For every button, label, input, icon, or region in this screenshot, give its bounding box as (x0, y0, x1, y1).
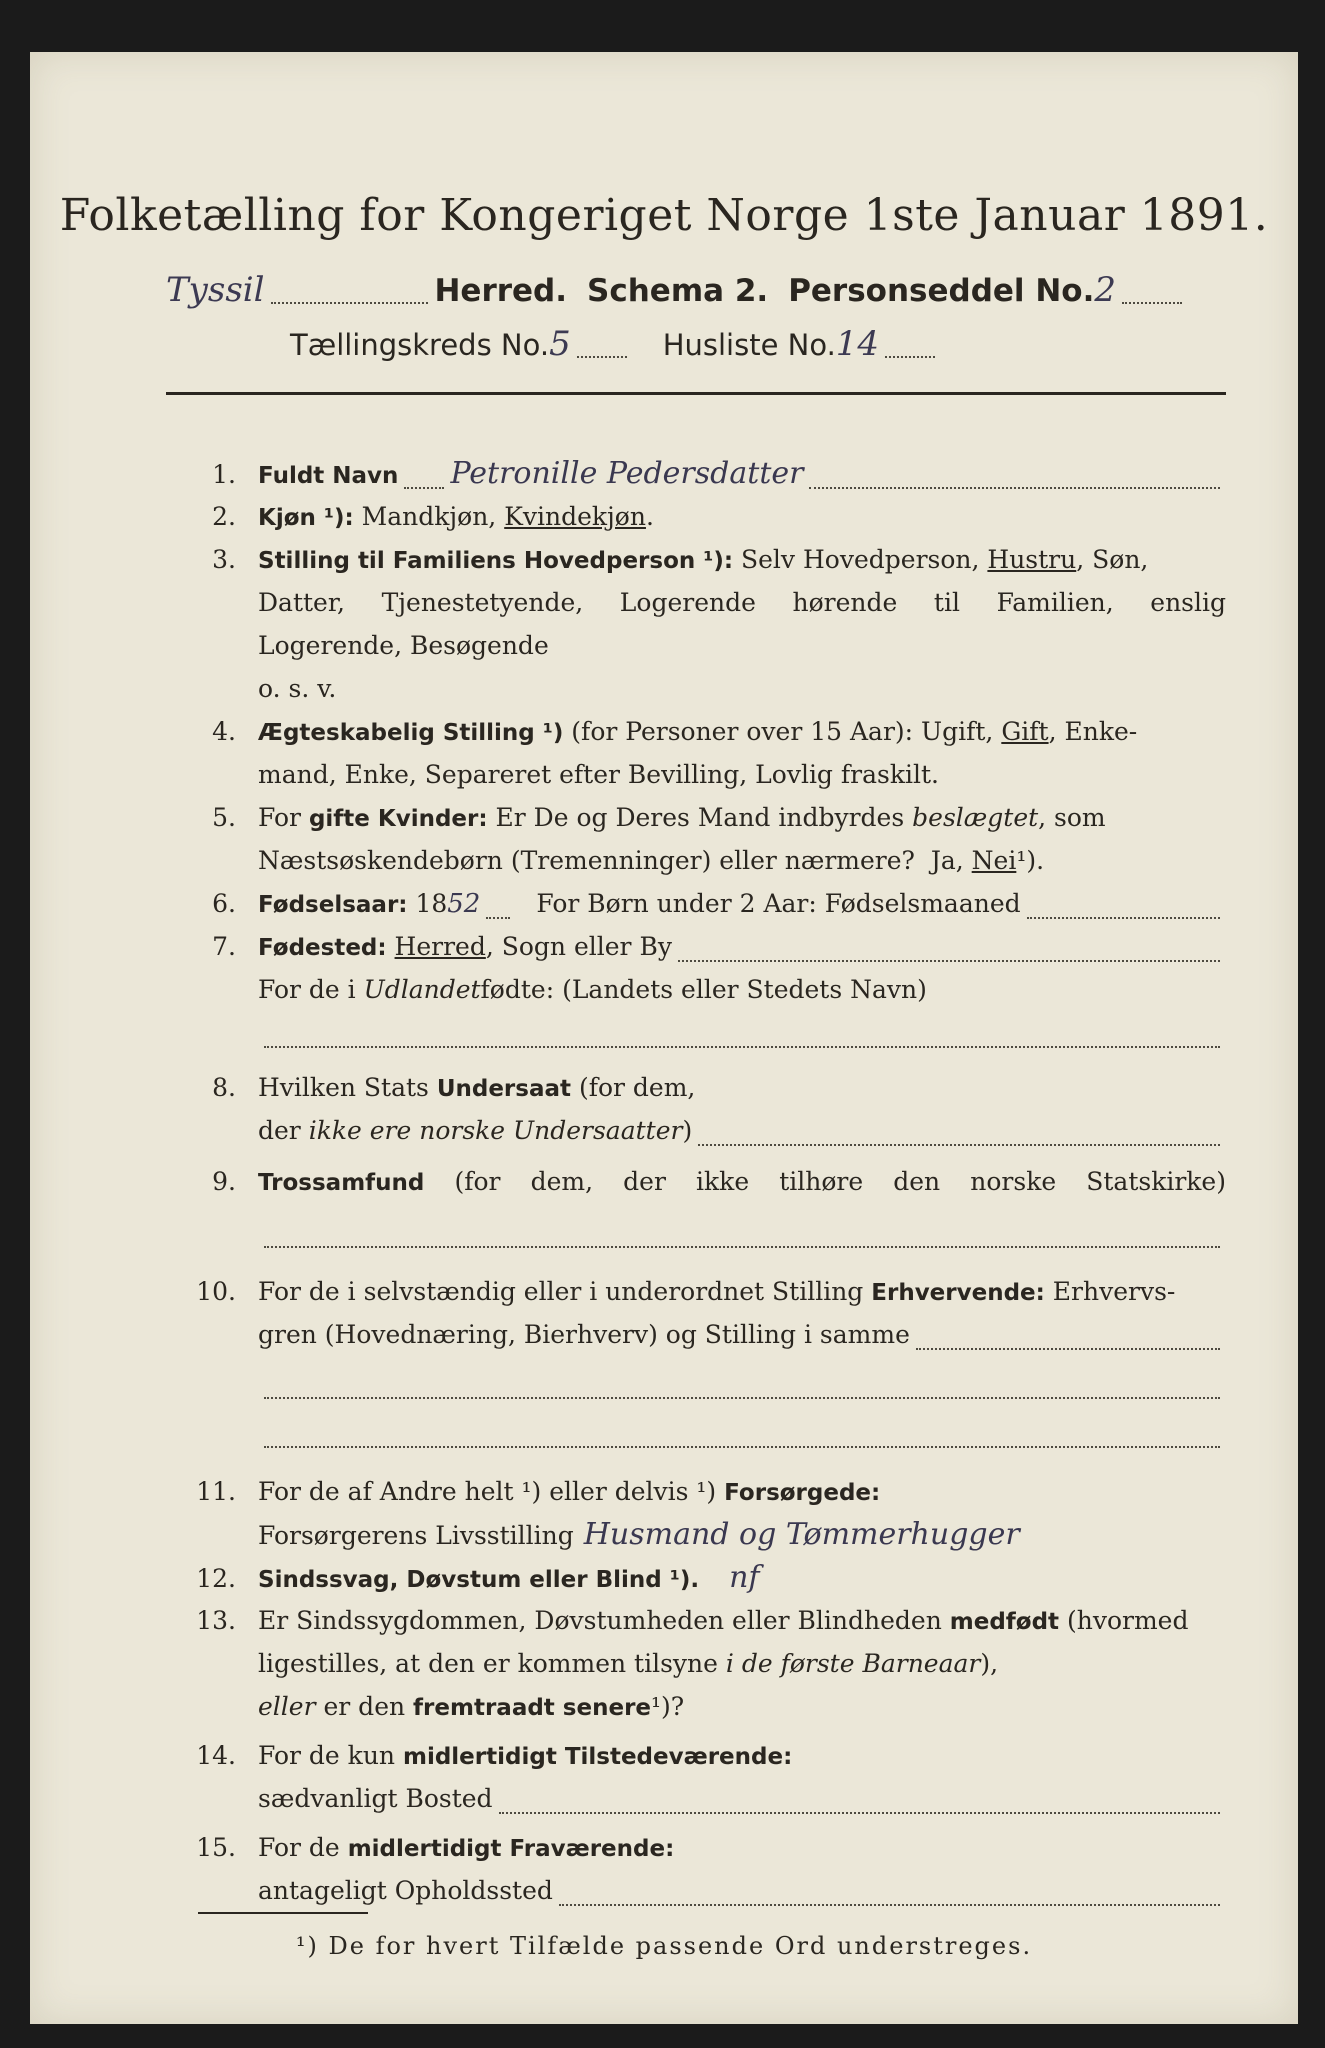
item-3 (180, 538, 1226, 581)
dotted-line (486, 917, 510, 919)
footnote: ¹) De for hvert Tilfælde passende Ord understreges. (295, 1932, 1033, 1960)
item-text: , Enke- (1048, 717, 1138, 746)
item-text: 18 (407, 889, 448, 918)
item-label: midlertidigt Tilstedeværende: (402, 1744, 793, 1770)
item-12 (180, 1556, 1226, 1599)
item-number: 5. (212, 803, 236, 832)
item-7-blank-line (180, 1011, 1226, 1054)
item-7-line-2 (180, 968, 1226, 1011)
item-3-line-3 (180, 624, 1226, 667)
questions-list (180, 452, 1226, 1912)
husliste-label: Husliste No. (662, 328, 836, 362)
dotted-line (499, 1812, 1220, 1814)
item-label: Fødested: (258, 935, 387, 961)
item-label: Erhvervende: (871, 1280, 1045, 1306)
herred-value: Tyssil (166, 270, 265, 310)
item-5 (180, 796, 1226, 839)
item-number: 4. (212, 717, 236, 746)
item-4-line-2 (180, 753, 1226, 796)
item-9 (180, 1160, 1226, 1203)
item-text: eller (258, 1692, 316, 1721)
item-text: (hvormed (1059, 1606, 1189, 1635)
item-label: Kjøn ¹): (258, 505, 354, 531)
item-13-line-2 (180, 1642, 1226, 1685)
item-label: Undersaat (436, 1076, 571, 1102)
item-text: For de af Andre helt ¹) eller delvis ¹) (258, 1477, 725, 1506)
item-label: Fuldt Navn (258, 463, 399, 489)
item-label: Trossamfund (258, 1170, 425, 1196)
item-4 (180, 710, 1226, 753)
item-number: 6. (212, 889, 236, 918)
item-text: For de i selvstændig eller i underordnet Stilling (258, 1277, 872, 1306)
item-text: , Søn, (1076, 545, 1149, 574)
underlined-option: Hustru (987, 545, 1077, 574)
item-label: midlertidigt Fraværende: (347, 1836, 675, 1862)
item-text: (for Personer over 15 Aar): Ugift, (563, 717, 1002, 746)
item-label: gifte Kvinder: (308, 806, 488, 832)
item-1 (180, 452, 1226, 495)
full-name-value: Petronille Pedersdatter (450, 456, 804, 491)
header-row-kreds (290, 324, 1188, 364)
item-text: gren (Hovednæring, Bierhverv) og Stilling i samme (258, 1320, 910, 1349)
item-text: For de kun (258, 1741, 403, 1770)
item-text: Logerende, Besøgende (258, 631, 549, 660)
item-number: 11. (196, 1477, 236, 1506)
item-text: ikke ere norske Undersaatter (308, 1116, 683, 1145)
item-text: mand, Enke, Separeret efter Bevilling, Lovlig fraskilt. (258, 760, 939, 789)
item-number: 14. (196, 1741, 236, 1770)
dotted-line (264, 1397, 1220, 1399)
item-14-line-2 (180, 1777, 1226, 1820)
item-text: ), (980, 1649, 999, 1678)
item-text: der (258, 1116, 309, 1145)
item-6 (180, 882, 1226, 925)
item-3-line-4 (180, 667, 1226, 710)
dotted-line (678, 960, 1220, 962)
husliste-value: 14 (835, 324, 880, 364)
item-number: 9. (212, 1167, 236, 1196)
dotted-line (1027, 917, 1220, 919)
item-3-line-2 (180, 581, 1226, 624)
item-text: ¹)? (651, 1692, 685, 1721)
item-text: , Sogn eller By (485, 932, 672, 961)
item-5-line-2 (180, 839, 1226, 882)
dotted-line (404, 487, 444, 489)
item-text: Udlandet (363, 975, 481, 1004)
item-label: Forsørgede: (724, 1480, 881, 1506)
kreds-label: Tællingskreds No. (290, 328, 550, 362)
item-label: Stilling til Familiens Hovedperson ¹): (258, 548, 734, 574)
personseddel-dotted-line (1122, 302, 1182, 304)
item-number: 8. (212, 1073, 236, 1102)
item-text: For de (258, 1833, 348, 1862)
item-text: (for dem, (571, 1073, 696, 1102)
dotted-line (698, 1144, 1220, 1146)
item-text: Datter, Tjenestetyende, Logerende hørende til Familien, enslig (258, 588, 1226, 617)
underlined-option: Kvindekjøn (504, 502, 646, 531)
item-number: 12. (196, 1564, 236, 1593)
item-text: Er Sindssygdommen, Døvstumheden eller Blindheden (258, 1606, 950, 1635)
census-form-page (30, 52, 1298, 2024)
underlined-option: Nei (971, 846, 1017, 875)
item-8 (180, 1066, 1226, 1109)
item-11 (180, 1470, 1226, 1513)
item-10-blank-line-2 (180, 1411, 1226, 1454)
item-label: Fødselsaar: (258, 892, 408, 918)
item-text: ) (682, 1116, 693, 1145)
item-number: 2. (212, 502, 236, 531)
underlined-option: Herred (394, 932, 486, 961)
husliste-dotted-line (885, 356, 935, 358)
item-text: Selv Hovedperson, (733, 545, 988, 574)
item-7 (180, 925, 1226, 968)
personseddel-label: Personseddel No. (788, 273, 1095, 309)
item-label: medfødt (949, 1609, 1060, 1635)
item-label: Sindssvag, Døvstum eller Blind ¹). (258, 1567, 700, 1593)
kreds-value: 5 (549, 324, 571, 364)
item-text: sædvanligt Bosted (258, 1784, 493, 1813)
item-text: Forsørgerens Livsstilling (258, 1521, 574, 1550)
herred-label: Herred. (434, 273, 568, 309)
item-13-line-3 (180, 1685, 1226, 1728)
header-row-herred (166, 270, 1188, 310)
item-13 (180, 1599, 1226, 1642)
item-number: 13. (196, 1606, 236, 1635)
item-text: Mandkjøn, (353, 502, 505, 531)
dotted-line (809, 487, 1220, 489)
item-text: ligestilles, at den er kommen tilsyne (258, 1649, 726, 1678)
item-text: For (258, 803, 309, 832)
item-text: ¹). (1016, 846, 1045, 875)
item-10 (180, 1270, 1226, 1313)
herred-dotted-line (271, 302, 429, 304)
birth-year-value: 52 (447, 889, 481, 919)
item-text: er den (315, 1692, 414, 1721)
item-9-blank-line (180, 1211, 1226, 1254)
item-number: 1. (212, 460, 236, 489)
item-15 (180, 1826, 1226, 1869)
item-text: Næstsøskendebørn (Tremenninger) eller nærmere? Ja, (258, 846, 972, 875)
dotted-line (264, 1446, 1220, 1448)
item-text: For de i (258, 975, 364, 1004)
kreds-dotted-line (577, 356, 627, 358)
dotted-line (916, 1348, 1220, 1350)
item-2 (180, 495, 1226, 538)
schema-label: Schema 2. (587, 273, 769, 309)
dotted-line (264, 1046, 1220, 1048)
item-text: . (645, 502, 654, 531)
item-text: , som (1038, 803, 1106, 832)
dotted-line (264, 1246, 1220, 1248)
item-label: fremtraadt senere (413, 1695, 652, 1721)
item-text: For Børn under 2 Aar: Fødselsmaaned (536, 889, 1021, 918)
item-number: 10. (196, 1277, 236, 1306)
item-text (387, 925, 395, 968)
item-text: Er De og Deres Mand indbyrdes (487, 803, 913, 832)
disability-value: nf (729, 1560, 760, 1595)
item-text: (for dem, der ikke tilhøre den norske Statskirke) (424, 1167, 1226, 1196)
item-text: i de første Barneaar (725, 1649, 981, 1678)
item-number: 15. (196, 1833, 236, 1862)
item-11-line-2 (180, 1513, 1226, 1556)
item-10-blank-line-1 (180, 1362, 1226, 1405)
footnote-rule (198, 1912, 368, 1914)
item-text: beslægtet (912, 803, 1039, 832)
item-number: 3. (212, 545, 236, 574)
item-8-line-2 (180, 1109, 1226, 1152)
item-text: Erhvervs- (1044, 1277, 1176, 1306)
item-14 (180, 1734, 1226, 1777)
dotted-line (559, 1904, 1220, 1906)
provider-occupation-value: Husmand og Tømmerhugger (583, 1517, 1020, 1552)
item-number: 7. (212, 932, 236, 961)
item-text: Hvilken Stats (258, 1073, 437, 1102)
form-title: Folketælling for Kongeriget Norge 1ste Januar 1891. (59, 190, 1269, 241)
item-15-line-2 (180, 1869, 1226, 1912)
personseddel-value: 2 (1094, 270, 1116, 310)
item-10-line-2 (180, 1313, 1226, 1356)
item-label: Ægteskabelig Stilling ¹) (258, 720, 564, 746)
item-text: antageligt Opholdssted (258, 1876, 553, 1905)
header-rule (166, 392, 1226, 395)
item-text: o. s. v. (258, 674, 337, 703)
underlined-option: Gift (1001, 717, 1049, 746)
item-text: fødte: (Landets eller Stedets Navn) (480, 975, 927, 1004)
